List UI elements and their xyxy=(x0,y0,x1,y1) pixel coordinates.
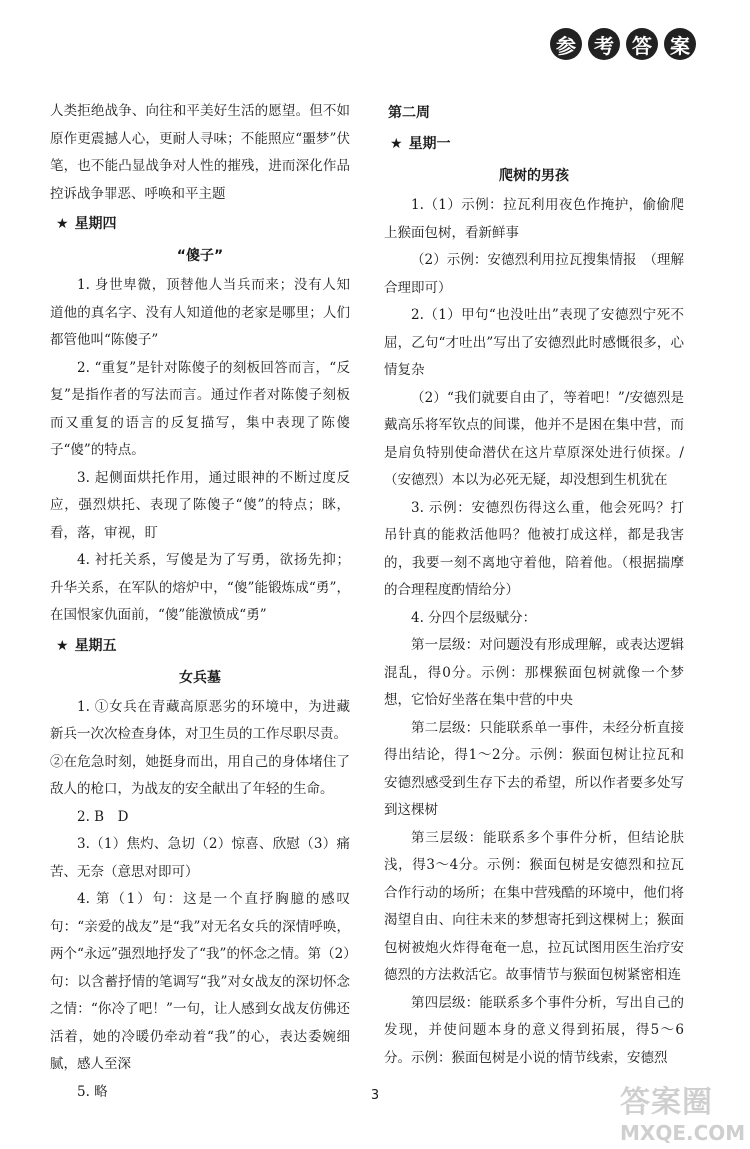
section-heading-friday: ★ 星期五 xyxy=(56,637,117,654)
header-badge-1: 参 xyxy=(550,28,582,60)
header-badge-3: 答 xyxy=(626,28,658,60)
week-heading: 第二周 xyxy=(388,105,430,121)
watermark-logo xyxy=(620,1085,750,1149)
answer-item: 2. “重复”是针对陈傻子的刻板回答而言，“反复”是指作者的写法而言。通过作者对陈傻子刻板而又重复的语言的反复描写，集中表现了陈傻子“傻”的特点。 xyxy=(50,359,350,458)
answer-item: 4. 衬托关系，写傻是为了写勇，欲扬先抑；升华关系，在军队的熔炉中，“傻”能锻炼成“勇”，在国恨家仇面前，“傻”能激愤成“勇” xyxy=(50,552,350,623)
answer-item: 3. 示例：安德烈伤得这么重，他会死吗？打吊针真的能救活他吗？他被打成这样，都是我害的，我要一刻不离地守着他，陪着他。（根据揣摩的合理程度酌情给分） xyxy=(384,499,684,598)
answer-item: 1.（1）示例：拉瓦利用夜色作掩护，偷偷爬上猴面包树，看新鲜事 xyxy=(384,197,684,241)
answer-key-header xyxy=(550,28,696,60)
answer-item: 2.（1）甲句“也没吐出”表现了安德烈宁死不屈，乙句“才吐出”写出了安德烈此时感慨很多，心情复杂 xyxy=(384,307,684,378)
answer-item: 3. 起侧面烘托作用，通过眼神的不断过度反应，强烈烘托、表现了陈傻子“傻”的特点；眯，看，落，审视，盯 xyxy=(50,469,350,541)
scoring-level-4: 第四层级：能联系多个事件分析，写出自己的发现，并使问题本身的意义得到拓展，得5～6分。示例：猴面包树是小说的情节线索，安德烈 xyxy=(384,994,684,1066)
header-badge-2: 考 xyxy=(588,28,620,60)
article-title-nv-bing-mu: 女兵墓 xyxy=(179,669,221,686)
article-title-pa-shu-de-nan-hai: 爬树的男孩 xyxy=(499,168,569,184)
star-icon: ★ xyxy=(56,637,69,654)
star-icon: ★ xyxy=(390,136,403,152)
answer-item: 1. 身世卑微，顶替他人当兵而来；没有人知道他的真名字、没有人知道他的老家是哪里；人们都管他叫“陈傻子” xyxy=(50,277,350,348)
continued-answer: 人类拒绝战争、向往和平美好生活的愿望。但不如原作更震撼人心，更耐人寻味；不能照应“噩梦”伏笔，也不能凸显战争对人性的摧残，进而深化作品控诉战争罪恶、呼唤和平主题 xyxy=(50,103,350,202)
answer-item: 4. 分四个层级赋分： xyxy=(411,609,537,626)
section-heading-thursday: ★ 星期四 xyxy=(56,216,117,232)
answer-item: 4. 第（1）句：这是一个直抒胸臆的感叹句：“亲爱的战友”是“我”对无名女兵的深情呼唤，两个“永远”强烈地抒发了“我”的怀念之情。第（2）句：以含蓄抒情的笔调写“我”对女战友的深切怀念之情：“你冷了吧！”一句，让人感到女战友仿佛还活着，她的冷暖仍牵动着“我”的心，表达委婉细腻，感人至深 xyxy=(50,891,350,1072)
answer-item: （2）“我们就要自由了，等着吧！”/安德烈是戴高乐将军钦点的间谍，他并不是困在集中营，而是肩负特别使命潜伏在这片草原深处进行侦探。/（安德烈）本以为必死无疑，却没想到生机犹在 xyxy=(384,389,684,488)
star-icon: ★ xyxy=(56,216,69,232)
right-column xyxy=(384,98,684,1072)
watermark-text: 答案圈 xyxy=(620,1085,713,1120)
article-title-sha-zi: “傻子” xyxy=(176,248,224,264)
scoring-level-1: 第一层级：对问题没有形成理解，或表达逻辑混乱，得0分。示例：那棵猴面包树就像一个梦想，它恰好坐落在集中营的中央 xyxy=(384,637,684,708)
section-heading-monday: ★ 星期一 xyxy=(390,136,451,152)
answer-item: ②在危急时刻，她挺身而出，用自己的身体堵住了敌人的枪口，为战友的安全献出了年轻的生命。 xyxy=(50,753,350,797)
scoring-level-3: 第三层级：能联系多个事件分析，但结论肤浅，得3～4分。示例：猴面包树是安德烈和拉瓦合作行动的场所；在集中营残酷的环境中，他们将渴望自由、向往未来的梦想寄托到这棵树上；猴面包树被炮火炸得奄奄一息，拉瓦试图用医生治疗安德烈的方法救活它。故事情节与猴面包树紧密相连 xyxy=(384,829,684,983)
answer-item: （2）示例：安德烈利用拉瓦搜集情报 （理解合理即可） xyxy=(384,252,684,296)
answer-item: 5. 略 xyxy=(77,1083,108,1100)
scoring-level-2: 第二层级：只能联系单一事件，未经分析直接得出结论，得1～2分。示例：猴面包树让拉瓦和安德烈感受到生存下去的希望，所以作者要多处写到这棵树 xyxy=(384,719,684,818)
answer-item: 3.（1）焦灼、急切（2）惊喜、欣慰（3）痛苦、无奈（意思对即可） xyxy=(50,836,350,880)
answer-item: 2. B D xyxy=(77,808,129,825)
watermark-url: MXQE.COM xyxy=(620,1121,746,1145)
answer-item: 1. ①女兵在青藏高原恶劣的环境中，为进藏新兵一次次检查身体，对卫生员的工作尽职尽责。 xyxy=(50,698,350,742)
page-number: 3 xyxy=(370,1088,380,1103)
left-column xyxy=(50,98,350,1106)
header-badge-4: 案 xyxy=(664,28,696,60)
